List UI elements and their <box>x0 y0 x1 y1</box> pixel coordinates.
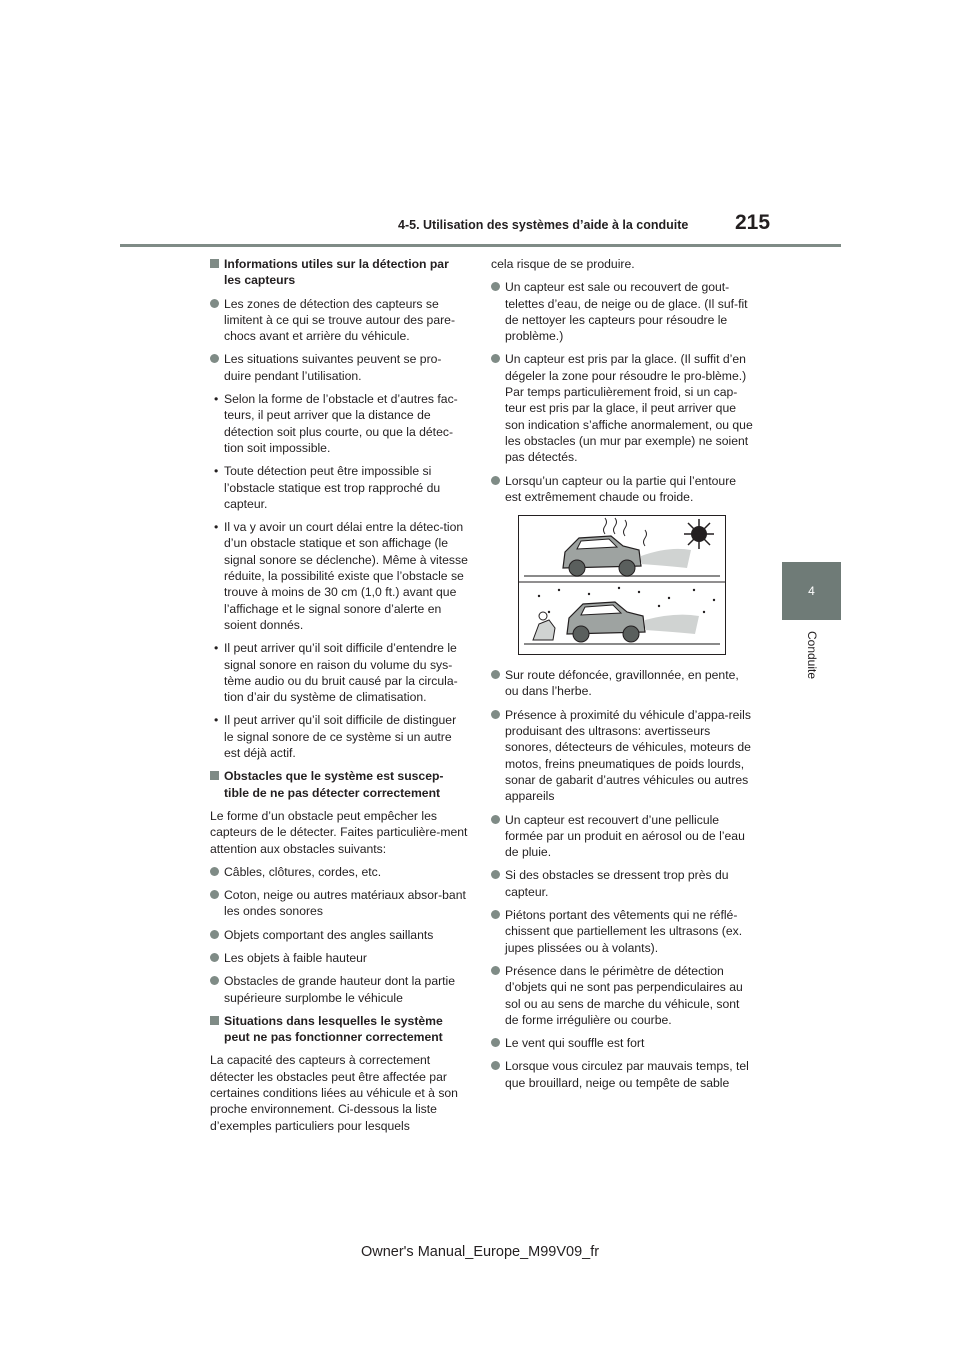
chapter-number: 4 <box>808 584 815 598</box>
list-item: Lorsqu’un capteur ou la partie qui l’entoure est extrêmement chaude ou froide. <box>491 473 753 506</box>
footer-document-id: Owner's Manual_Europe_M99V09_fr <box>360 1244 600 1260</box>
chapter-label-text: Conduite <box>805 630 819 680</box>
section-heading: Situations dans lesquelles le système peut ne pas fonctionner correctement <box>210 1013 468 1046</box>
circle-bullet-icon <box>491 870 500 879</box>
circle-bullet-icon <box>491 1038 500 1047</box>
list-item: Si des obstacles se dressent trop près du capteur. <box>491 867 753 900</box>
circle-bullet-icon <box>491 282 500 291</box>
car-icon <box>567 602 645 642</box>
page-number: 215 <box>735 211 771 234</box>
sensor-beam-icon <box>641 549 691 568</box>
circle-bullet-icon <box>491 354 500 363</box>
list-item: Un capteur est sale ou recouvert de gout-telettes d’eau, de neige ou de glace. (Il suf-fit de nettoyer les capteurs pour résoudre le problème.) <box>491 279 753 344</box>
circle-bullet-icon <box>210 953 219 962</box>
list-item: Présence dans le périmètre de détection d’objets qui ne sont pas perpendiculaires au sol ou au sens de marche du véhicule, sont de forme irrégulière ou courbe. <box>491 963 753 1028</box>
list-item: Piétons portant des vêtements qui ne réflé-chissent que partiellement les ultrasons (ex. jupes plissées ou à volants). <box>491 907 753 956</box>
circle-bullet-icon <box>210 890 219 899</box>
section-heading: Informations utiles sur la détection par les capteurs <box>210 256 468 289</box>
header-section-title: 4-5. Utilisation des systèmes d’aide à la conduite <box>398 218 689 232</box>
list-item: Coton, neige ou autres matériaux absor-bant les ondes sonores <box>210 887 468 920</box>
paragraph: Le forme d’un obstacle peut empêcher les capteurs de le détecter. Faites particulière-ment attention aux obstacles suivants: <box>210 808 468 856</box>
sensor-beam-icon <box>645 615 699 634</box>
circle-bullet-icon <box>210 976 219 985</box>
list-item: Lorsque vous circulez par mauvais temps, tel que brouillard, neige ou tempête de sable <box>491 1058 753 1091</box>
list-item: Sur route défoncée, gravillonnée, en pente, ou dans l’herbe. <box>491 667 753 700</box>
sub-list-item: • Il peut arriver qu’il soit difficile d’entendre le signal sonore en raison du volume du sys-tème audio ou du bruit causé par la circula-tion d’air du système de climatisation. <box>214 641 458 705</box>
square-bullet-icon <box>210 259 219 268</box>
car-icon <box>563 536 641 576</box>
circle-bullet-icon <box>491 710 500 719</box>
square-bullet-icon <box>210 1016 219 1025</box>
ice-person-icon <box>533 612 555 640</box>
snow-icon <box>538 587 715 613</box>
section-heading: Obstacles que le système est suscep-tible de ne pas détecter correctement <box>210 768 468 801</box>
circle-bullet-icon <box>210 930 219 939</box>
list-item: Le vent qui souffle est fort <box>491 1035 753 1051</box>
circle-bullet-icon <box>210 354 219 363</box>
sub-list-item: • Selon la forme de l’obstacle et d’autres fac-teurs, il peut arriver que la distance de détection soit plus courte, ou que la détec-tion soit impossible. <box>214 392 458 455</box>
list-item: Câbles, clôtures, cordes, etc. <box>210 864 468 880</box>
header-rule <box>120 244 841 247</box>
illustration-svg <box>519 516 725 654</box>
circle-bullet-icon <box>210 867 219 876</box>
left-column <box>210 256 468 1141</box>
circle-bullet-icon <box>491 966 500 975</box>
sub-list-item: • Toute détection peut être impossible si l’obstacle statique est trop rapproché du capteur. <box>214 464 441 511</box>
list-item: Objets comportant des angles saillants <box>210 927 468 943</box>
chapter-label <box>797 630 827 690</box>
sensor-conditions-illustration <box>518 515 726 655</box>
paragraph: cela risque de se produire. <box>491 257 635 271</box>
list-item: Obstacles de grande hauteur dont la partie supérieure surplombe le véhicule <box>210 973 468 1006</box>
list-item: Les situations suivantes peuvent se pro-duire pendant l’utilisation. <box>210 351 468 384</box>
list-item: Un capteur est pris par la glace. (Il suffit d’en dégeler la zone pour résoudre le pro-blème.) Par temps particulièrement froid, si un cap-teur est pris par la glace, il peut arriver que son indication s’affiche anormalement, ou que les obstacles (un mur par exemple) ne soient pas détectés. <box>491 351 753 465</box>
list-item: Un capteur est recouvert d’une pellicule formée par un produit en aérosol ou de l’eau de pluie. <box>491 812 753 861</box>
circle-bullet-icon <box>491 670 500 679</box>
circle-bullet-icon <box>491 910 500 919</box>
circle-bullet-icon <box>491 815 500 824</box>
sub-list-item: • Il peut arriver qu’il soit difficile de distinguer le signal sonore de ce système si un autre est déjà actif. <box>214 713 457 761</box>
list-item: Présence à proximité du véhicule d’appa-reils produisant des ultrasons: avertisseurs sonores, détecteurs de véhicules, moteurs de motos, freins pneumatiques de poids lourds, sonar de gabarit d’autres véhicules ou autres appareils <box>491 707 753 805</box>
sun-icon <box>684 519 714 549</box>
right-column <box>491 256 753 1098</box>
circle-bullet-icon <box>210 299 219 308</box>
chapter-tab <box>782 562 841 620</box>
paragraph: La capacité des capteurs à correctement détecter les obstacles peut être affectée par certaines conditions liées au véhicule et à son proche environnement. Ci-dessous la liste d’exemples particuliers pour lesquels <box>210 1053 458 1133</box>
list-item: Les objets à faible hauteur <box>210 950 468 966</box>
list-item: Les zones de détection des capteurs se limitent à ce qui se trouve autour des pare-chocs avant et arrière du véhicule. <box>210 296 468 345</box>
circle-bullet-icon <box>491 1061 500 1070</box>
square-bullet-icon <box>210 771 219 780</box>
sub-list-item: • Il va y avoir un court délai entre la détec-tion d’un obstacle statique et son affichage (le signal sonore se déclenche). Même à vitesse réduite, la possibilité existe que l’obstacle se trouve à moins de 30 cm (1,0 ft.) avant que l’affichage et le signal sonore d’alerte en soient donnés. <box>214 520 468 632</box>
circle-bullet-icon <box>491 476 500 485</box>
